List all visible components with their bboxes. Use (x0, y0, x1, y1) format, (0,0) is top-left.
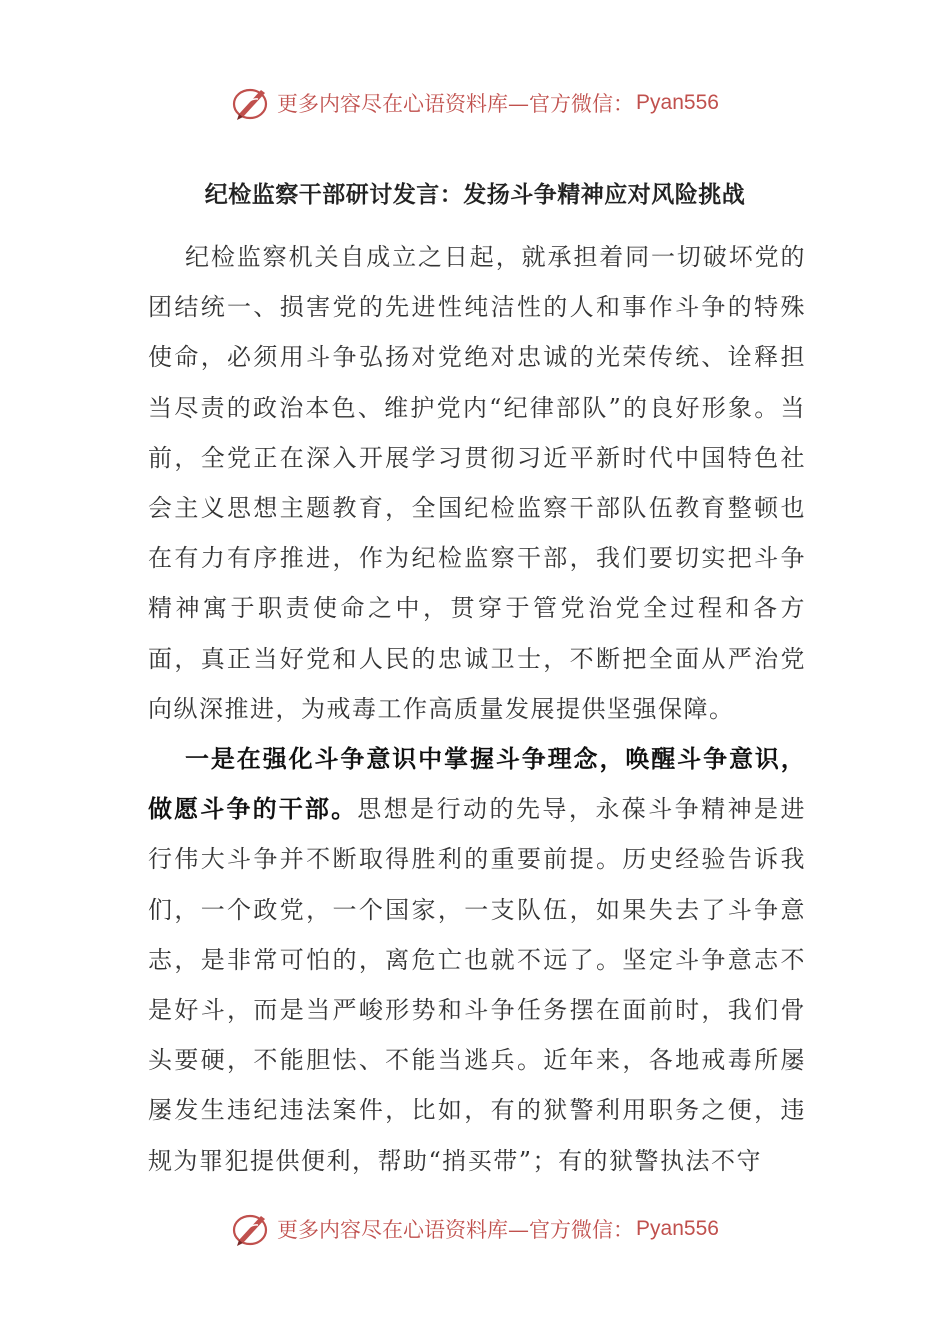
paragraph-body: 思想是行动的先导，永葆斗争精神是进行伟大斗争并不断取得胜利的重要前提。历史经验告诉我们，一个政党，一个国家，一支队伍，如果失去了斗争意志，是非常可怕的，离危亡也就不远了。坚定斗争意志不是好斗，而是当严峻形势和斗争任务摆在面前时，我们骨头要硬，不能胆怯、不能当逃兵。近年来，各地戒毒所屡屡发生违纪违法案件，比如，有的狱警利用职务之便，违规为罪犯提供便利，帮助“捎买带”；有的狱警执法不守 (148, 795, 806, 1175)
footer-watermark-banner (0, 1210, 950, 1248)
banner-text: 更多内容尽在心语资料库—官方微信： (277, 1218, 635, 1242)
pen-logo-icon (231, 84, 271, 122)
paragraph-point-one (148, 734, 806, 1186)
banner-wechat-id: Pyan556 (636, 1217, 719, 1240)
header-watermark-banner (0, 84, 950, 122)
banner-wechat-id: Pyan556 (636, 91, 719, 114)
document-title: 纪检监察干部研讨发言：发扬斗争精神应对风险挑战 (204, 182, 746, 208)
document-body (148, 232, 806, 1186)
paragraph-heading: 一是在强化斗争意识中掌握斗争理念，唤醒斗争意识，做愿斗争的干部。 (148, 745, 806, 824)
paragraph-intro: 纪检监察机关自成立之日起，就承担着同一切破坏党的团结统一、损害党的先进性纯洁性的人和事作斗争的特殊使命，必须用斗争弘扬对党绝对忠诚的光荣传统、诠释担当尽责的政治本色、维护党内“纪律部队”的良好形象。当前，全党正在深入开展学习贯彻习近平新时代中国特色社会主义思想主题教育，全国纪检监察干部队伍教育整顿也在有力有序推进，作为纪检监察干部，我们要切实把斗争精神寓于职责使命之中，贯穿于管党治党全过程和各方面，真正当好党和人民的忠诚卫士，不断把全面从严治党向纵深推进，为戒毒工作高质量发展提供坚强保障。 (148, 243, 806, 723)
pen-logo-icon (231, 1210, 271, 1248)
banner-text: 更多内容尽在心语资料库—官方微信： (277, 92, 635, 116)
